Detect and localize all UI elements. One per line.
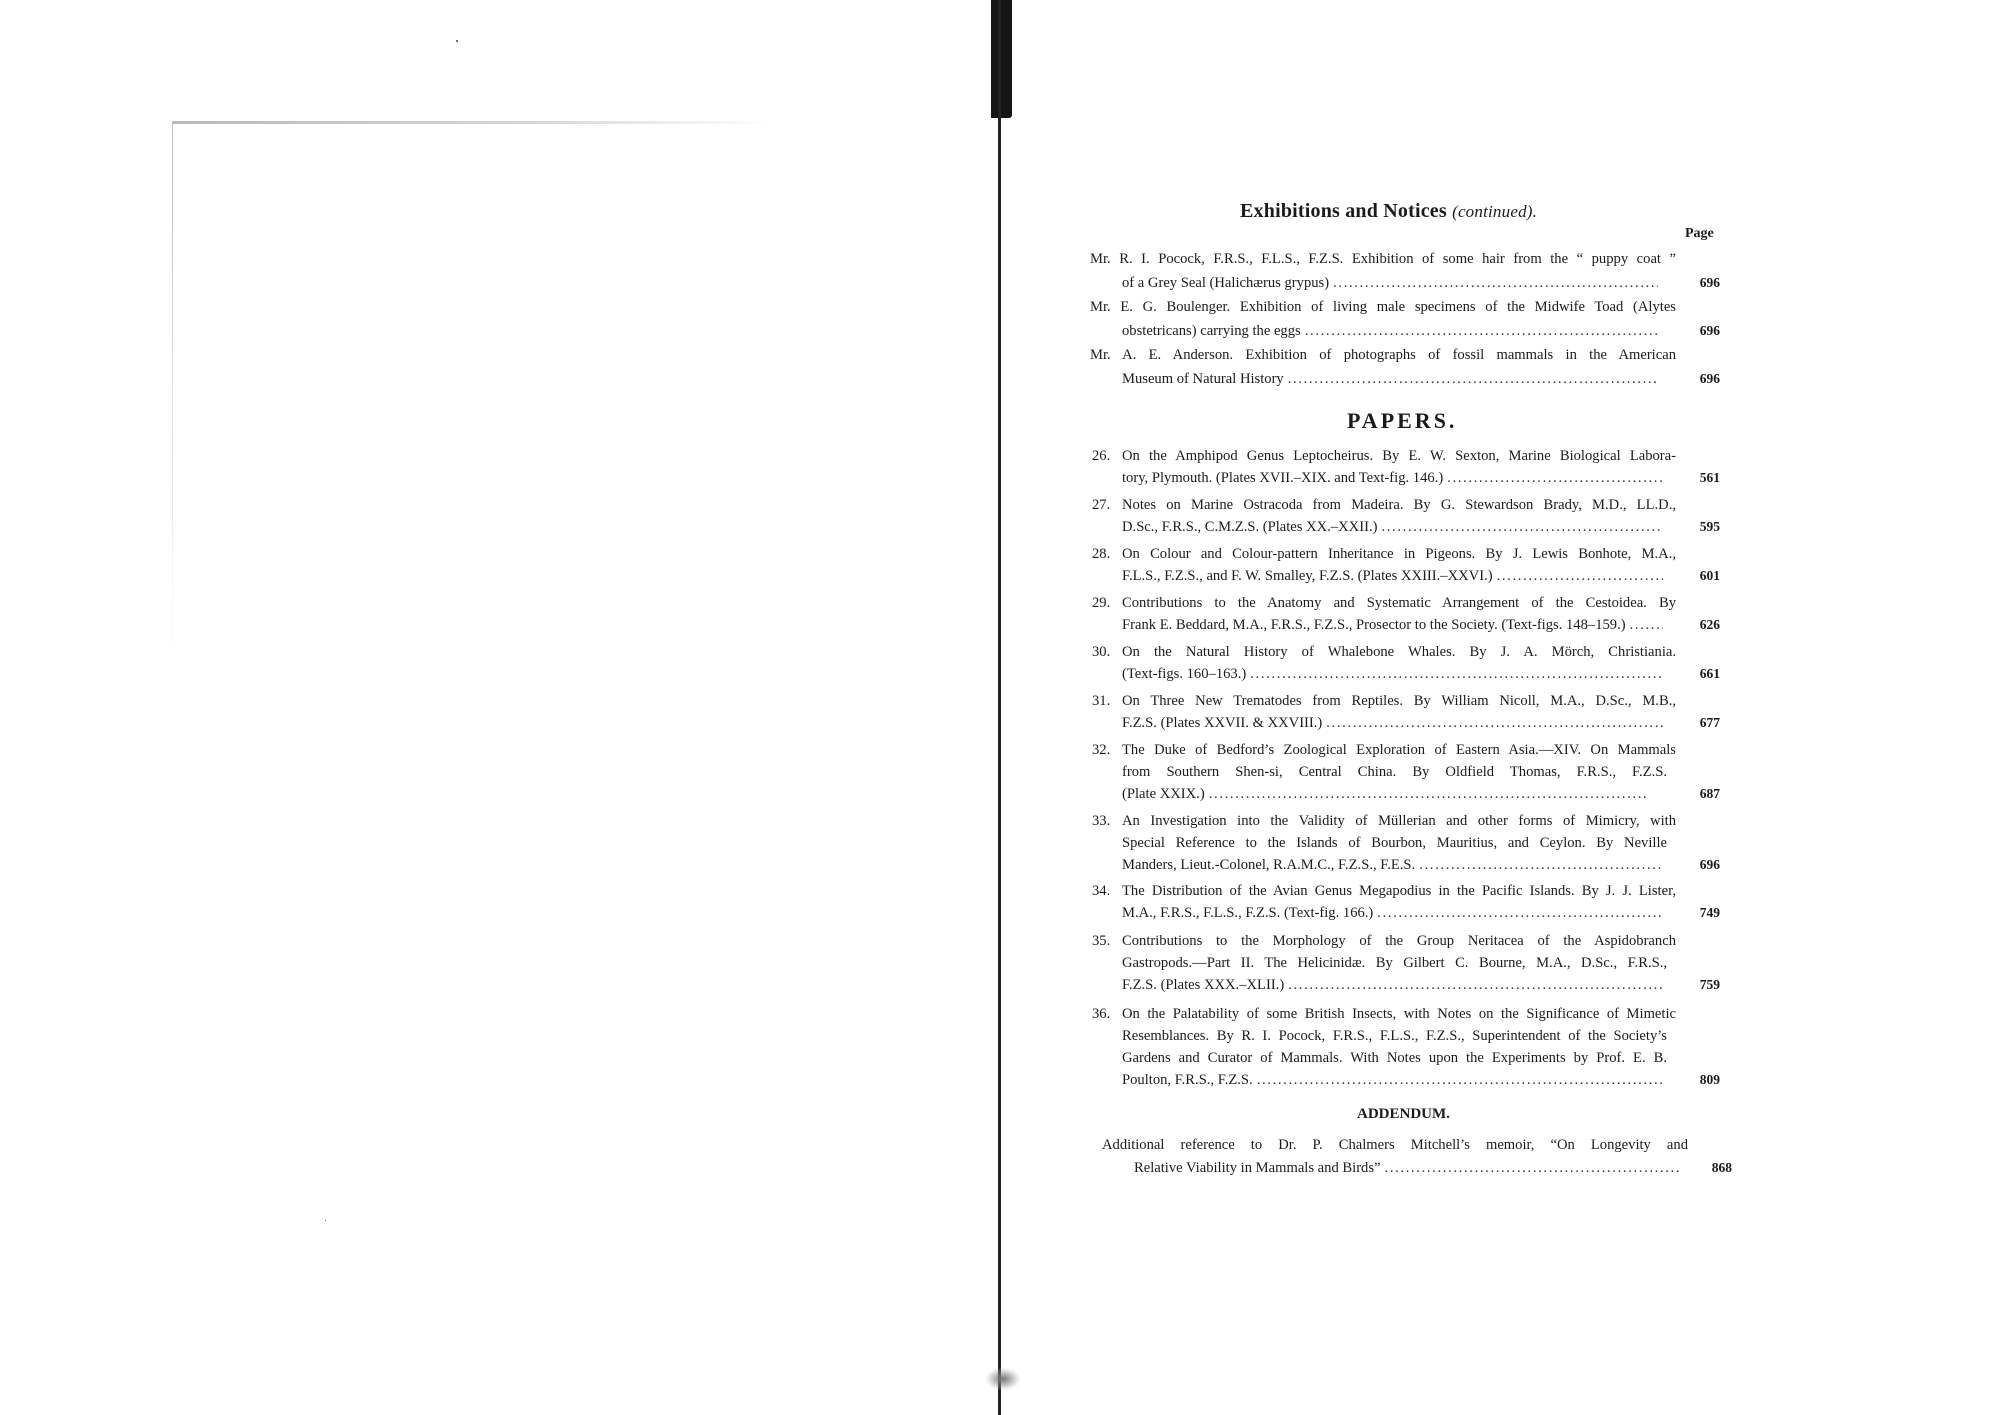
binding-tab	[991, 0, 1012, 118]
entry-text-line: On Three New Trematodes from Reptiles. By William Nicoll, M.A., D.Sc., M.B.,	[1122, 693, 1676, 709]
dot-leader	[1305, 320, 1658, 342]
paper-number: 32.	[1092, 742, 1111, 758]
page-number: 677	[1699, 715, 1720, 730]
book-gutter	[998, 0, 1001, 1415]
entry-text-line: of a Grey Seal (Halichærus grypus)	[1122, 275, 1330, 291]
entry-text-line: On the Amphipod Genus Leptocheirus. By E. W. Sexton, Marine Biological Labora-	[1122, 448, 1676, 464]
dot-leader	[1447, 467, 1663, 489]
dot-leader	[1250, 663, 1663, 685]
entry-text-line: An Investigation into the Validity of Müllerian and other forms of Mimicry, with	[1122, 813, 1676, 829]
entry-text-line: Additional reference to Dr. P. Chalmers Mitchell’s memoir, “On Longevity and	[1102, 1137, 1688, 1153]
dot-leader	[1209, 783, 1663, 805]
paper-number: 28.	[1092, 546, 1111, 562]
entry-text-line: The Distribution of the Avian Genus Megapodius in the Pacific Islands. By J. J. Lister,	[1122, 883, 1676, 899]
entry-text-line: Poulton, F.R.S., F.Z.S.	[1122, 1072, 1253, 1088]
dot-leader	[1326, 712, 1663, 734]
entry-text-line: Mr. A. E. Anderson. Exhibition of photographs of fossil mammals in the American	[1090, 347, 1676, 363]
dot-leader	[1419, 854, 1663, 876]
page-number: 601	[1699, 568, 1720, 583]
exhibitions-heading	[1240, 200, 1537, 223]
entry-text-line: Museum of Natural History	[1122, 371, 1284, 387]
heading-text: Exhibitions and Notices	[1240, 200, 1447, 222]
dot-leader	[1497, 565, 1663, 587]
page-column-label: Page	[1685, 226, 1714, 241]
paper-number: 27.	[1092, 497, 1111, 513]
dot-leader	[1288, 368, 1658, 390]
paper-number: 36.	[1092, 1006, 1111, 1022]
entry-text-line: Frank E. Beddard, M.A., F.R.S., F.Z.S., Prosector to the Society. (Text-figs. 148–159.)	[1122, 617, 1626, 633]
right-page-contents	[1010, 0, 2000, 1415]
page-number: 696	[1699, 323, 1720, 338]
dot-leader	[1377, 902, 1663, 924]
entry-text-line: Manders, Lieut.-Colonel, R.A.M.C., F.Z.S., F.E.S.	[1122, 857, 1416, 873]
entry-text-line: (Text-figs. 160–163.)	[1122, 666, 1247, 682]
entry-text-line: from Southern Shen-si, Central China. By Oldfield Thomas, F.R.S., F.Z.S.	[1122, 764, 1667, 780]
paper-speck	[325, 1220, 326, 1221]
paper-number: 26.	[1092, 448, 1111, 464]
entry-text-line: On the Palatability of some British Insects, with Notes on the Significance of Mimetic	[1122, 1006, 1676, 1022]
entry-text-line: tory, Plymouth. (Plates XVII.–XIX. and Text-fig. 146.)	[1122, 470, 1444, 486]
dot-leader	[1385, 1157, 1680, 1179]
entry-text-line: Contributions to the Morphology of the Group Neritacea of the Aspidobranch	[1122, 933, 1676, 949]
page-edge-left	[172, 121, 173, 661]
page-number: 809	[1699, 1072, 1720, 1087]
entry-text-line: Special Reference to the Islands of Bourbon, Mauritius, and Ceylon. By Neville	[1122, 835, 1667, 851]
page-number: 626	[1699, 617, 1720, 632]
papers-heading: PAPERS.	[1347, 408, 1458, 433]
dot-leader	[1288, 974, 1663, 996]
left-page-blank	[0, 0, 990, 1415]
dot-leader	[1333, 272, 1658, 294]
entry-text-line: On Colour and Colour-pattern Inheritance in Pigeons. By J. Lewis Bonhote, M.A.,	[1122, 546, 1676, 562]
entry-text-line: (Plate XXIX.)	[1122, 786, 1205, 802]
entry-text-line: Mr. E. G. Boulenger. Exhibition of living male specimens of the Midwife Toad (Alytes	[1090, 299, 1676, 315]
page-number: 696	[1699, 371, 1720, 386]
page-number: 759	[1699, 977, 1720, 992]
paper-speck	[456, 40, 458, 42]
paper-number: 29.	[1092, 595, 1111, 611]
entry-text-line: Resemblances. By R. I. Pocock, F.R.S., F.L.S., F.Z.S., Superintendent of the Society’s	[1122, 1028, 1667, 1044]
page-number: 696	[1699, 275, 1720, 290]
dot-leader	[1381, 516, 1663, 538]
paper-number: 30.	[1092, 644, 1111, 660]
entry-text-line: Relative Viability in Mammals and Birds”	[1134, 1160, 1381, 1176]
entry-text-line: F.Z.S. (Plates XXVII. & XXVIII.)	[1122, 715, 1323, 731]
entry-text-line: Contributions to the Anatomy and Systematic Arrangement of the Cestoidea. By	[1122, 595, 1676, 611]
page-number: 661	[1699, 666, 1720, 681]
paper-number: 31.	[1092, 693, 1111, 709]
paper-number: 35.	[1092, 933, 1111, 949]
entry-text-line: M.A., F.R.S., F.L.S., F.Z.S. (Text-fig. 166.)	[1122, 905, 1374, 921]
page-number: 868	[1711, 1160, 1732, 1175]
addendum-heading: ADDENDUM.	[1357, 1106, 1450, 1122]
entry-text-line: obstetricans) carrying the eggs	[1122, 323, 1301, 339]
heading-continued: (continued).	[1452, 202, 1538, 221]
page-edge-top	[172, 121, 772, 124]
entry-text-line: Notes on Marine Ostracoda from Madeira. By G. Stewardson Brady, M.D., LL.D.,	[1122, 497, 1676, 513]
dot-leader	[1257, 1069, 1663, 1091]
entry-text-line: The Duke of Bedford’s Zoological Exploration of Eastern Asia.—XIV. On Mammals	[1122, 742, 1676, 758]
entry-text-line: Mr. R. I. Pocock, F.R.S., F.L.S., F.Z.S. Exhibition of some hair from the “ puppy coat ”	[1090, 251, 1676, 267]
page-number: 687	[1699, 786, 1720, 801]
entry-text-line: Gastropods.—Part II. The Helicinidæ. By Gilbert C. Bourne, M.A., D.Sc., F.R.S.,	[1122, 955, 1667, 971]
entry-text-line: D.Sc., F.R.S., C.M.Z.S. (Plates XX.–XXII.)	[1122, 519, 1378, 535]
paper-number: 33.	[1092, 813, 1111, 829]
page-number: 696	[1699, 857, 1720, 872]
entry-text-line: On the Natural History of Whalebone Whales. By J. A. Mörch, Christiania.	[1122, 644, 1676, 660]
page-number: 749	[1699, 905, 1720, 920]
entry-text-line: F.Z.S. (Plates XXX.–XLII.)	[1122, 977, 1285, 993]
dot-leader	[1630, 614, 1663, 636]
page-number: 595	[1699, 519, 1720, 534]
entry-text-line: Gardens and Curator of Mammals. With Notes upon the Experiments by Prof. E. B.	[1122, 1050, 1667, 1066]
page-number: 561	[1699, 470, 1720, 485]
paper-number: 34.	[1092, 883, 1111, 899]
entry-text-line: F.L.S., F.Z.S., and F. W. Smalley, F.Z.S. (Plates XXIII.–XXVI.)	[1122, 568, 1493, 584]
